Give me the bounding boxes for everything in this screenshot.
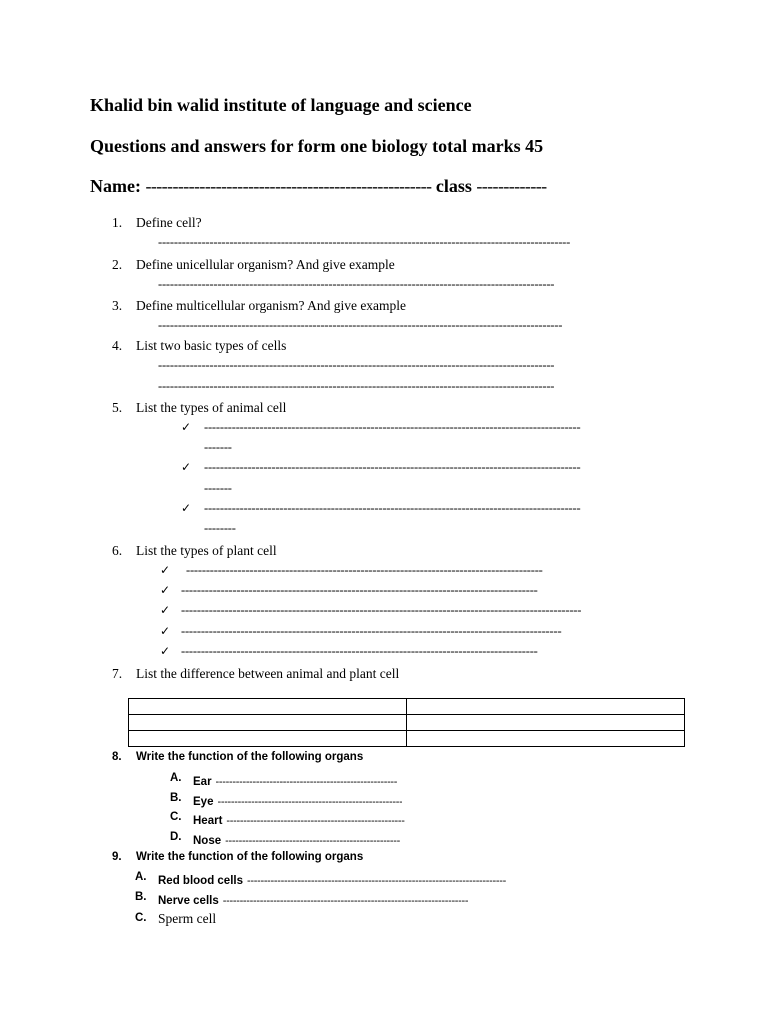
- answer-line: ------------------------------------------------------------------------------------------------------: [158, 318, 563, 332]
- answer-line-continued: -------: [204, 481, 232, 495]
- question-number: 1.: [112, 215, 123, 230]
- answer-line: --------------------------------------------------------------------------------------------------------: [158, 235, 571, 249]
- question-text: List the difference between animal and plant cell: [136, 666, 400, 681]
- answer-line: -----------------------------------------------------------------------------------------------: [204, 460, 581, 474]
- organ-label: Nose: [193, 835, 222, 847]
- question-text: Define multicellular organism? And give example: [136, 298, 407, 313]
- item-letter: A.: [170, 772, 182, 784]
- answer-line: ------------------------------------------------------------------------------------------: [186, 563, 543, 577]
- answer-line: ----------------------------------------------------------------------------------------------------: [158, 358, 555, 372]
- answer-line: ----------------------------------------------------------------------------------------------------: [158, 379, 555, 393]
- checkmark-icon: ✓: [181, 501, 192, 515]
- cell-label: Nerve cells: [158, 895, 219, 907]
- class-line: -------------: [476, 176, 547, 196]
- answer-line: ------------------------------------------------------------------------------------------: [181, 644, 538, 658]
- name-class-row: [90, 176, 547, 197]
- question-number: 6.: [112, 543, 123, 558]
- cell-item-nerve: [158, 891, 468, 909]
- checkmark-icon: ✓: [160, 644, 171, 658]
- checkmark-icon: ✓: [160, 603, 171, 617]
- item-letter: B.: [170, 792, 182, 804]
- answer-line: ----------------------------------------------------: [225, 835, 401, 847]
- answer-line: ------------------------------------------------------------------------------------------: [181, 583, 538, 597]
- answer-line-continued: --------: [204, 521, 236, 535]
- question-number: 5.: [112, 400, 123, 415]
- difference-table: [128, 698, 685, 747]
- item-letter: A.: [135, 871, 147, 883]
- table-cell[interactable]: [407, 715, 685, 731]
- answer-line-continued: -------: [204, 440, 232, 454]
- answer-line: ----------------------------------------------------------------------------------------------------: [158, 277, 555, 291]
- cell-label: Red blood cells: [158, 875, 243, 887]
- cell-label: Sperm cell: [158, 911, 217, 926]
- answer-line: -------------------------------------------------------------------------: [222, 895, 469, 907]
- checkmark-icon: ✓: [160, 563, 171, 577]
- question-text: Write the function of the following organs: [136, 851, 364, 863]
- organ-label: Heart: [193, 815, 223, 827]
- name-label: Name:: [90, 176, 141, 196]
- question-number: 4.: [112, 338, 123, 353]
- item-letter: C.: [170, 811, 182, 823]
- cell-item-red-blood: [158, 871, 506, 889]
- answer-line: -----------------------------------------------------------------------------------------------------: [181, 603, 582, 617]
- question-number: 8.: [112, 751, 122, 763]
- question-text: Define cell?: [136, 215, 202, 230]
- school-title: Khalid bin walid institute of language and science: [90, 95, 472, 115]
- checkmark-icon: ✓: [181, 460, 192, 474]
- table-cell[interactable]: [407, 699, 685, 715]
- checkmark-icon: ✓: [160, 583, 171, 597]
- answer-line: -------------------------------------------------------: [217, 796, 403, 808]
- question-text: List the types of plant cell: [136, 543, 277, 558]
- table-cell[interactable]: [129, 699, 407, 715]
- answer-line: -----------------------------------------------------: [226, 815, 405, 827]
- table-cell[interactable]: [129, 731, 407, 747]
- table-row: [129, 715, 685, 731]
- organ-label: Ear: [193, 776, 212, 788]
- organ-item-heart: [193, 811, 405, 829]
- table-cell[interactable]: [129, 715, 407, 731]
- item-letter: B.: [135, 891, 147, 903]
- table-row: [129, 731, 685, 747]
- question-number: 2.: [112, 257, 123, 272]
- answer-line: ------------------------------------------------------------------------------------------------: [181, 624, 562, 638]
- organ-item-eye: [193, 792, 402, 810]
- checkmark-icon: ✓: [160, 624, 171, 638]
- answer-line: -----------------------------------------------------------------------------: [247, 875, 506, 887]
- item-letter: D.: [170, 831, 182, 843]
- item-letter: C.: [135, 912, 147, 924]
- name-line: -----------------------------------------------------: [145, 176, 432, 196]
- class-label: class: [435, 176, 472, 196]
- organ-label: Eye: [193, 796, 214, 808]
- answer-line: ------------------------------------------------------: [215, 776, 398, 788]
- question-text: Define unicellular organism? And give example: [136, 257, 395, 272]
- exam-subtitle: Questions and answers for form one biology total marks 45: [90, 136, 544, 156]
- question-text: List two basic types of cells: [136, 338, 287, 353]
- question-number: 3.: [112, 298, 123, 313]
- question-number: 9.: [112, 851, 122, 863]
- question-text: Write the function of the following organs: [136, 751, 364, 763]
- organ-item-nose: [193, 831, 400, 849]
- table-cell[interactable]: [407, 731, 685, 747]
- checkmark-icon: ✓: [181, 420, 192, 434]
- question-text: List the types of animal cell: [136, 400, 287, 415]
- answer-line: -----------------------------------------------------------------------------------------------: [204, 501, 581, 515]
- organ-item-ear: [193, 772, 397, 790]
- answer-line: -----------------------------------------------------------------------------------------------: [204, 420, 581, 434]
- question-number: 7.: [112, 666, 123, 681]
- table-row: [129, 699, 685, 715]
